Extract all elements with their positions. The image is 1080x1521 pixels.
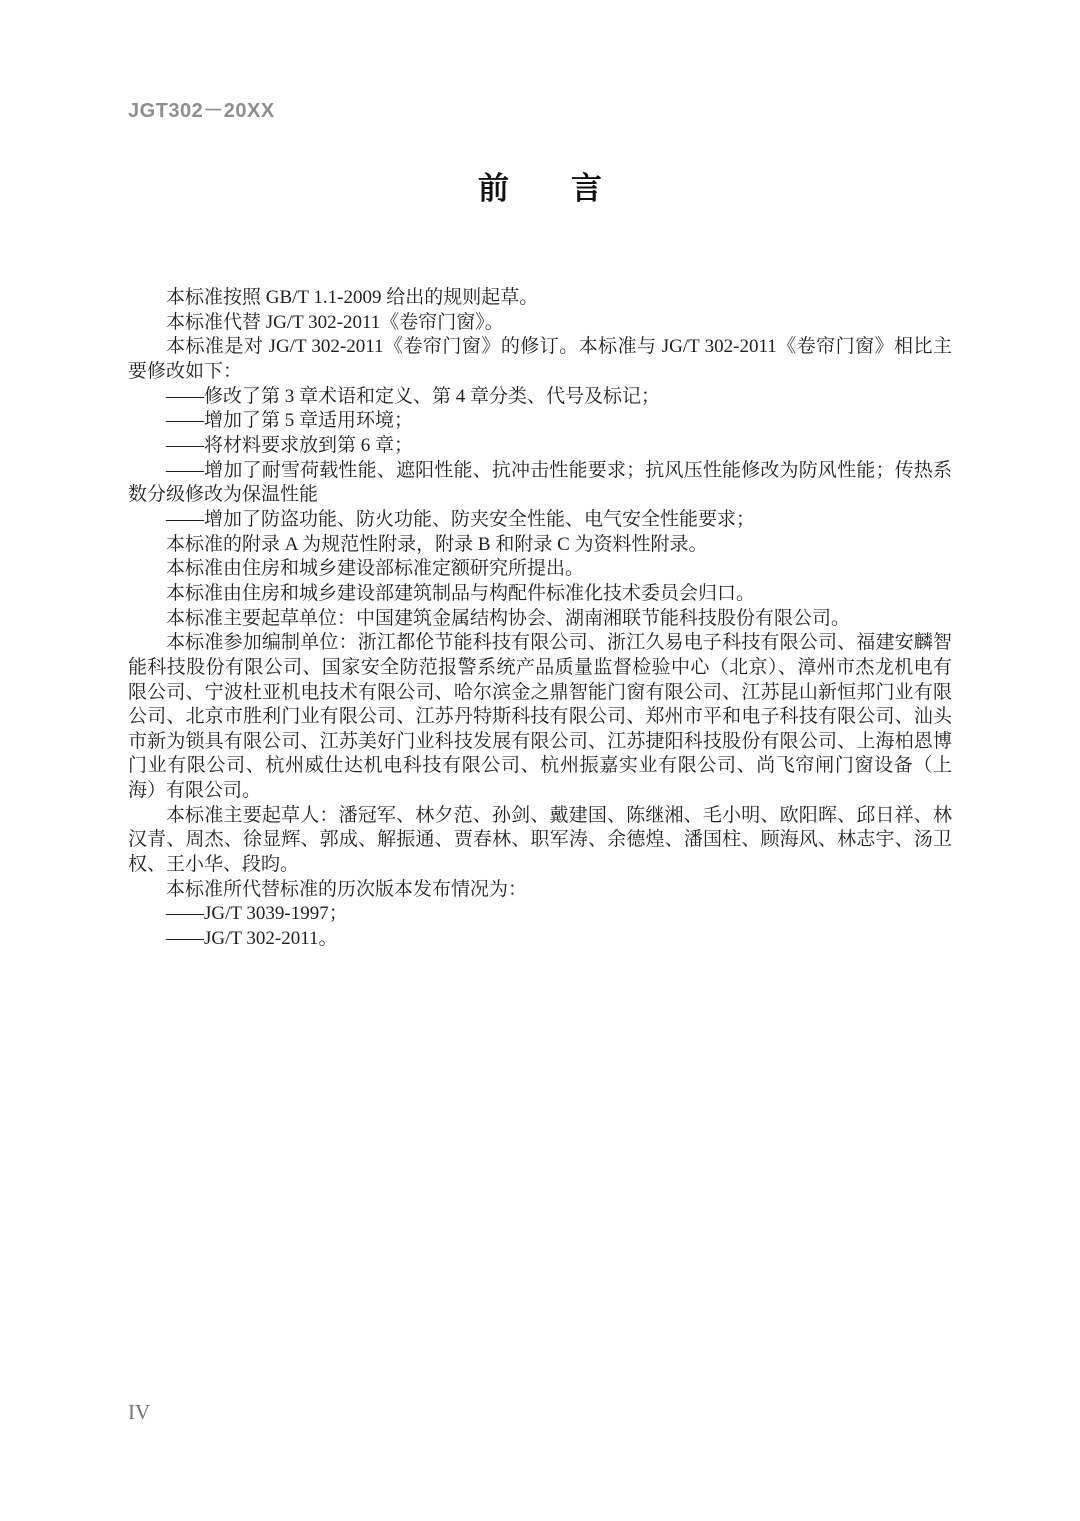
paragraph: 本标准代替 JG/T 302-2011《卷帘门窗》。 [166,311,504,333]
page-title: 前 言 [478,171,602,206]
document-body [128,286,952,952]
paragraph: 本标准的附录 A 为规范性附录，附录 B 和附录 C 为资料性附录。 [166,533,708,555]
paragraph: 本标准参加编制单位：浙江都伦节能科技有限公司、浙江久易电子科技有限公司、福建安麟智能科技股份有限公司、国家安全防范报警系统产品质量监督检验中心（北京）、漳州市杰龙机电有限公司、宁波杜亚机电技术有限公司、哈尔滨金之鼎智能门窗有限公司、江苏昆山新恒邦门业有限公司、北京市胜利门业有限公司、江苏丹特斯科技有限公司、郑州市平和电子科技有限公司、汕头市新为锁具有限公司、江苏美好门业科技发展有限公司、江苏捷阳科技股份有限公司、上海柏恩博门业有限公司、杭州威仕达机电科技有限公司、杭州振嘉实业有限公司、尚飞帘闸门窗设备（上海）有限公司。 [128,632,952,802]
paragraph: 本标准按照 GB/T 1.1-2009 给出的规则起草。 [166,287,539,308]
paragraph: 本标准主要起草单位：中国建筑金属结构协会、湖南湘联节能科技股份有限公司。 [166,607,851,629]
paragraph: ——JG/T 302-2011。 [166,928,338,950]
paragraph: ——将材料要求放到第 6 章； [166,434,414,456]
paragraph: 本标准主要起草人：潘冠军、林夕范、孙剑、戴建国、陈继湘、毛小明、欧阳晖、邱日祥、林汉青、周杰、徐显辉、郭成、解振通、贾春林、职军涛、余德煌、潘国柱、顾海风、林志宇、汤卫权、王小华、段昀。 [128,804,952,876]
paragraph: ——增加了防盗功能、防火功能、防夹安全性能、电气安全性能要求； [166,508,756,530]
paragraph: ——修改了第 3 章术语和定义、第 4 章分类、代号及标记； [166,385,661,407]
paragraph: 本标准由住房和城乡建设部建筑制品与构配件标准化技术委员会归口。 [166,582,756,604]
paragraph: ——增加了第 5 章适用环境； [166,410,414,432]
paragraph: 本标准所代替标准的历次版本发布情况为： [166,878,528,900]
paragraph: ——增加了耐雪荷载性能、遮阳性能、抗冲击性能要求；抗风压性能修改为防风性能；传热系数分级修改为保温性能 [128,459,952,506]
page-number: IV [128,1400,151,1424]
paragraph: 本标准是对 JG/T 302-2011《卷帘门窗》的修订。本标准与 JG/T 302-2011《卷帘门窗》相比主要修改如下： [128,336,952,382]
paragraph: ——JG/T 3039-1997； [166,903,348,925]
paragraph: 本标准由住房和城乡建设部标准定额研究所提出。 [166,558,585,580]
standard-code-header: JGT302－20XX [128,100,275,122]
